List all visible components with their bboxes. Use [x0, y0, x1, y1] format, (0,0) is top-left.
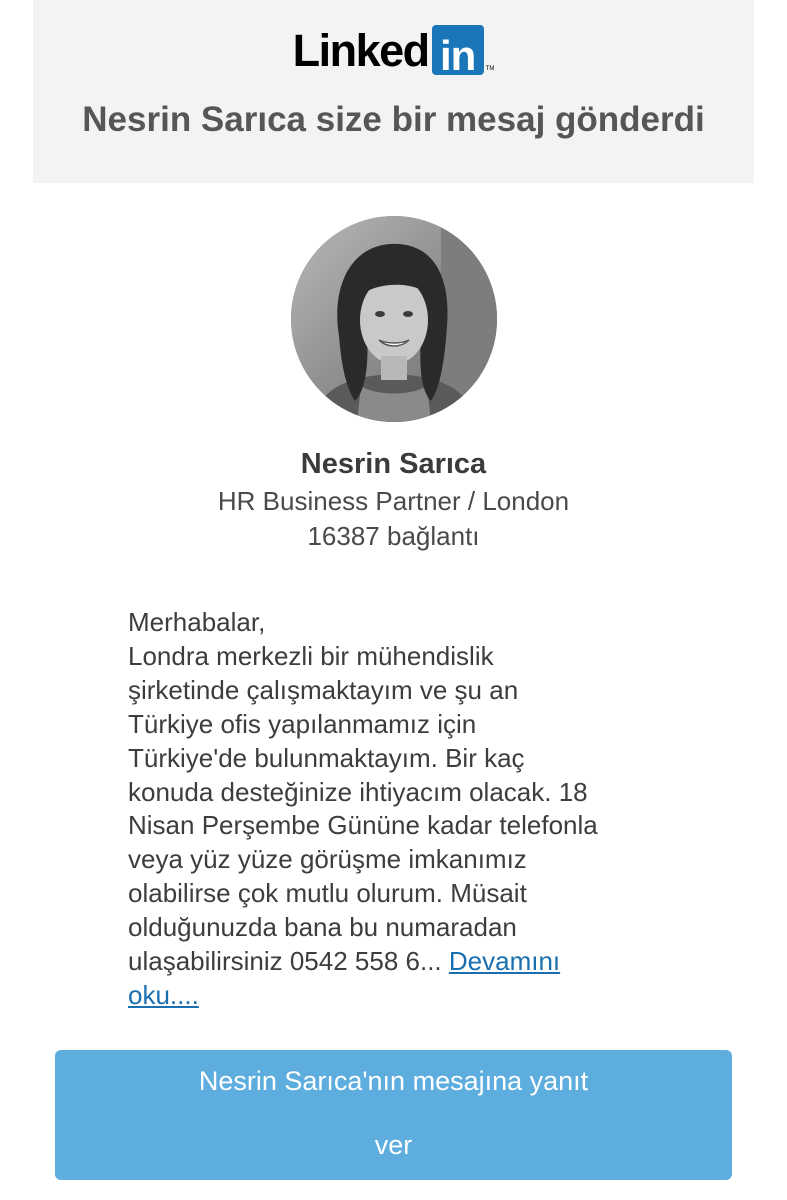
message-line-text: ulaşabilirsiniz 0542 558 6... — [128, 946, 449, 977]
linkedin-logo[interactable] — [33, 24, 754, 79]
message-line: Türkiye'de bulunmaktayım. Bir kaç — [128, 742, 525, 773]
avatar[interactable] — [291, 216, 497, 422]
reply-button-label-line2: ver — [374, 1130, 413, 1160]
read-more-link[interactable]: Devamını — [448, 946, 561, 977]
message-line: Türkiye ofis yapılanmamız için — [128, 708, 477, 739]
sender-title: HR Business Partner / London — [217, 486, 570, 516]
email-headline: Nesrin Sarıca size bir mesaj gönderdi — [82, 100, 705, 139]
message-line: konuda desteğinize ihtiyacım olacak. 18 — [128, 776, 588, 807]
message-line: veya yüz yüze görüşme imkanımız — [128, 844, 527, 875]
message-line: Londra merkezli bir mühendislik — [128, 640, 494, 671]
email-header — [33, 0, 754, 183]
logo-in-box: in — [432, 25, 484, 75]
message-line-link — [128, 979, 688, 1013]
message-line: Nisan Perşembe Gününe kadar telefonla — [128, 810, 598, 841]
profile-photo-icon — [291, 216, 497, 422]
reply-button[interactable] — [55, 1050, 732, 1180]
reply-button-label-line1: Nesrin Sarıca'nın mesajına yanıt — [198, 1066, 589, 1096]
sender-connections: 16387 bağlantı — [307, 521, 480, 551]
message-line: olabilirse çok mutlu olurum. Müsait — [128, 878, 527, 909]
message-line: Merhabalar, — [128, 607, 266, 637]
message-body — [128, 606, 688, 1013]
message-line: şirketinde çalışmaktayım ve şu an — [128, 674, 519, 705]
read-more-link-continued[interactable]: oku.... — [128, 979, 199, 1010]
message-line-last — [128, 945, 688, 979]
sender-name[interactable]: Nesrin Sarıca — [300, 448, 487, 480]
logo-wordmark: Linked — [292, 24, 429, 76]
logo-trademark: TM — [485, 66, 495, 72]
message-line: olduğunuzda bana bu numaradan — [128, 912, 517, 943]
